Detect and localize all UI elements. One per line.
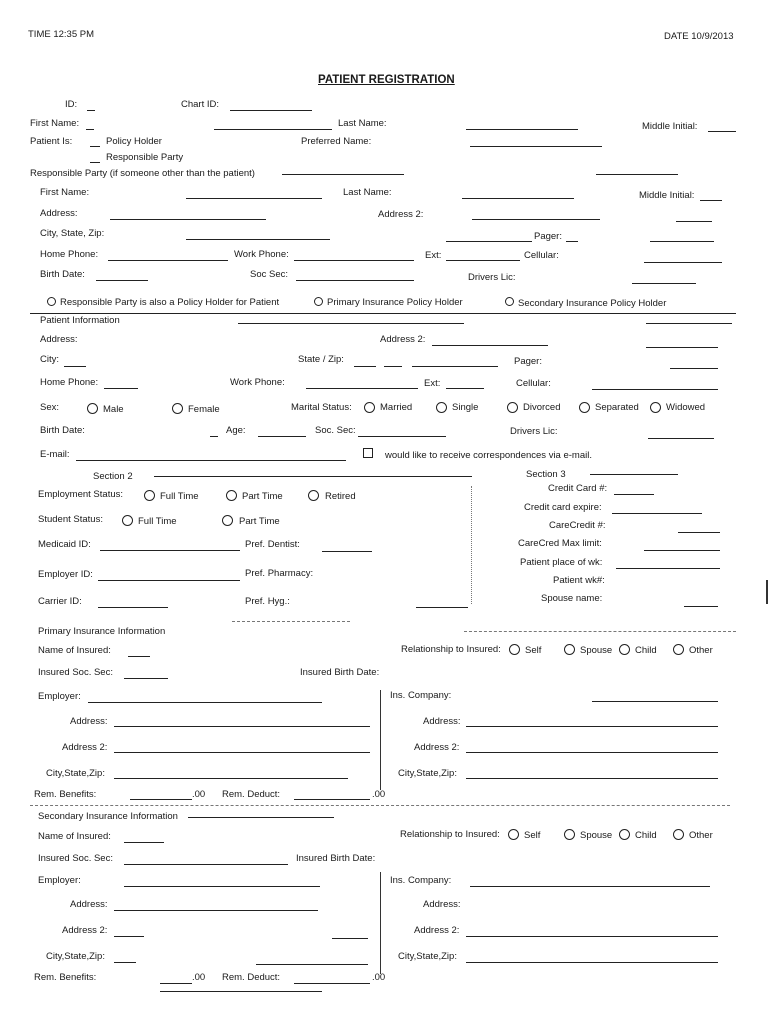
secondary-employer-city-label: City,State,Zip: xyxy=(46,951,105,962)
resp-city-state-zip-field[interactable] xyxy=(186,239,330,240)
resp-pager-field[interactable] xyxy=(566,241,578,242)
primary-child-radio[interactable] xyxy=(619,644,630,655)
patient-work-phone-field[interactable] xyxy=(306,388,418,389)
secondary-ins-city-field[interactable] xyxy=(466,962,718,963)
secondary-rem-deduct-field[interactable] xyxy=(294,983,370,984)
primary-policy-holder-radio[interactable] xyxy=(314,297,323,306)
responsible-party-label: Responsible Party xyxy=(106,152,184,163)
secondary-ins-company-field[interactable] xyxy=(470,886,710,887)
secondary-employer-field[interactable] xyxy=(124,886,320,887)
section3-heading: Section 3 xyxy=(526,469,566,480)
resp-birth-date-field[interactable] xyxy=(96,280,148,281)
primary-employer-city-label: City,State,Zip: xyxy=(46,768,105,779)
email-opt-in-checkbox[interactable] xyxy=(363,448,373,458)
time-stamp: TIME 12:35 PM xyxy=(28,29,94,40)
place-of-wk-label: Patient place of wk: xyxy=(520,557,603,568)
patient-is-label: Patient Is: xyxy=(30,136,73,147)
secondary-employer-city-field-2[interactable] xyxy=(256,964,368,965)
last-name-label: Last Name: xyxy=(338,118,387,129)
widowed-option: Widowed xyxy=(666,402,706,413)
first-name-field[interactable] xyxy=(86,129,94,130)
patient-home-phone-field[interactable] xyxy=(104,388,138,389)
secondary-ins-address2-field[interactable] xyxy=(466,936,718,937)
female-radio[interactable] xyxy=(172,403,183,414)
secondary-child-option: Child xyxy=(635,830,657,841)
resp-last-name-label: Last Name: xyxy=(343,187,392,198)
secondary-spouse-radio[interactable] xyxy=(564,829,575,840)
pref-dentist-label: Pref. Dentist: xyxy=(245,539,300,550)
patient-drivers-lic-label: Drivers Lic: xyxy=(510,426,558,437)
male-radio[interactable] xyxy=(87,403,98,414)
primary-ins-address2-field[interactable] xyxy=(466,752,718,753)
secondary-employer-address-field[interactable] xyxy=(114,910,318,911)
patient-soc-sec-label: Soc. Sec: xyxy=(315,425,356,436)
column-divider xyxy=(380,690,381,790)
employer-id-label: Employer ID: xyxy=(38,569,93,580)
primary-spouse-option: Spouse xyxy=(580,645,613,656)
patient-ext-label: Ext: xyxy=(424,378,441,389)
resp-first-name-label: First Name: xyxy=(40,187,90,198)
secondary-name-field[interactable] xyxy=(124,842,164,843)
secondary-rem-deduct-label: Rem. Deduct: xyxy=(222,972,281,983)
primary-ins-address2-label: Address 2: xyxy=(414,742,460,753)
secondary-relationship-label: Relationship to Insured: xyxy=(400,829,500,840)
female-option: Female xyxy=(188,404,220,415)
place-of-wk-field[interactable] xyxy=(616,568,720,569)
patient-state-zip-label: State / Zip: xyxy=(298,354,344,365)
patient-address2-label: Address 2: xyxy=(380,334,426,345)
secondary-employer-address-label: Address: xyxy=(70,899,108,910)
primary-employer-address-label: Address: xyxy=(70,716,108,727)
primary-employer-address-field[interactable] xyxy=(114,726,370,727)
patient-work-phone-label: Work Phone: xyxy=(230,377,285,388)
secondary-ins-company-label: Ins. Company: xyxy=(390,875,452,886)
divider xyxy=(282,174,404,175)
resp-cellular-field[interactable] xyxy=(644,262,722,263)
last-name-field[interactable] xyxy=(466,129,578,130)
primary-ins-city-field[interactable] xyxy=(466,778,718,779)
resp-address2-field[interactable] xyxy=(472,219,600,220)
carrier-id-label: Carrier ID: xyxy=(38,596,82,607)
secondary-policy-holder-radio[interactable] xyxy=(505,297,514,306)
patient-address2-field[interactable] xyxy=(432,345,548,346)
primary-self-option: Self xyxy=(525,645,542,656)
secondary-soc-sec-label: Insured Soc. Sec: xyxy=(38,853,113,864)
primary-ins-company-label: Ins. Company: xyxy=(390,690,452,701)
resp-drivers-lic-label: Drivers Lic: xyxy=(468,272,516,283)
secondary-employer-city-field[interactable] xyxy=(114,962,136,963)
email-field[interactable] xyxy=(76,460,346,461)
patient-city-label: City: xyxy=(40,354,59,365)
divider xyxy=(160,991,322,992)
resp-middle-initial-field[interactable] xyxy=(700,200,722,201)
employer-id-field[interactable] xyxy=(98,580,240,581)
primary-rem-deduct-field[interactable] xyxy=(294,799,370,800)
age-field[interactable] xyxy=(258,436,306,437)
secondary-self-radio[interactable] xyxy=(508,829,519,840)
divider xyxy=(590,474,678,475)
patient-city-field[interactable] xyxy=(64,366,86,367)
divider xyxy=(646,323,732,324)
secondary-spouse-option: Spouse xyxy=(580,830,613,841)
primary-soc-sec-label: Insured Soc. Sec: xyxy=(38,667,113,678)
resp-drivers-lic-field[interactable] xyxy=(632,283,696,284)
resp-ext-label: Ext: xyxy=(425,250,442,261)
primary-child-option: Child xyxy=(635,645,657,656)
primary-employer-address2-field[interactable] xyxy=(114,752,370,753)
resp-work-phone-field[interactable] xyxy=(294,260,414,261)
resp-home-phone-label: Home Phone: xyxy=(40,249,99,260)
date-stamp: DATE 10/9/2013 xyxy=(664,31,734,42)
email-label: E-mail: xyxy=(40,449,70,460)
resp-first-name-field[interactable] xyxy=(186,198,322,199)
secondary-rem-benefits-field[interactable] xyxy=(160,983,192,984)
resp-cellular-label: Cellular: xyxy=(524,250,559,261)
separated-radio[interactable] xyxy=(579,402,590,413)
resp-city-state-zip-label: City, State, Zip: xyxy=(40,228,105,239)
divider xyxy=(30,805,730,806)
divorced-option: Divorced xyxy=(523,402,561,413)
resp-policy-holder-option: Responsible Party is also a Policy Holder for Patient xyxy=(60,297,280,308)
primary-employer-label: Employer: xyxy=(38,691,81,702)
divider xyxy=(232,621,350,622)
employment-full-time-option: Full Time xyxy=(160,491,199,502)
credit-card-label: Credit Card #: xyxy=(548,483,608,494)
primary-rem-deduct-label: Rem. Deduct: xyxy=(222,789,281,800)
patient-birth-date-field[interactable] xyxy=(210,436,218,437)
carecredit-field[interactable] xyxy=(678,532,720,533)
secondary-ins-city-label: City,State,Zip: xyxy=(398,951,457,962)
secondary-birth-date-label: Insured Birth Date: xyxy=(296,853,376,864)
patient-cellular-label: Cellular: xyxy=(516,378,551,389)
primary-rem-benefits-cents: .00 xyxy=(192,789,206,800)
patient-pager-field[interactable] xyxy=(670,368,718,369)
divider xyxy=(238,323,464,324)
first-name-label: First Name: xyxy=(30,118,80,129)
primary-relationship-label: Relationship to Insured: xyxy=(401,644,501,655)
cc-expire-field[interactable] xyxy=(612,513,702,514)
primary-other-radio[interactable] xyxy=(673,644,684,655)
employment-full-time-radio[interactable] xyxy=(144,490,155,501)
preferred-name-field[interactable] xyxy=(470,146,602,147)
middle-initial-field[interactable] xyxy=(708,131,736,132)
secondary-employer-label: Employer: xyxy=(38,875,81,886)
resp-address2-label: Address 2: xyxy=(378,209,424,220)
marital-status-label: Marital Status: xyxy=(291,402,352,413)
patient-cellular-field[interactable] xyxy=(592,389,718,390)
patient-pager-label: Pager: xyxy=(514,356,542,367)
student-part-time-option: Part Time xyxy=(239,516,280,527)
secondary-name-label: Name of Insured: xyxy=(38,831,111,842)
policy-holder-check[interactable] xyxy=(90,146,100,147)
secondary-other-radio[interactable] xyxy=(673,829,684,840)
resp-address-field[interactable] xyxy=(110,219,266,220)
divider xyxy=(464,631,736,632)
divorced-radio[interactable] xyxy=(507,402,518,413)
single-radio[interactable] xyxy=(436,402,447,413)
resp-middle-initial-label: Middle Initial: xyxy=(639,190,695,201)
patient-soc-sec-field[interactable] xyxy=(358,436,446,437)
employment-part-time-radio[interactable] xyxy=(226,490,237,501)
medicaid-id-label: Medicaid ID: xyxy=(38,539,91,550)
secondary-heading: Secondary Insurance Information xyxy=(38,811,178,822)
secondary-self-option: Self xyxy=(524,830,541,841)
patient-drivers-lic-field[interactable] xyxy=(648,438,714,439)
patient-zip-field[interactable] xyxy=(412,366,498,367)
primary-name-field[interactable] xyxy=(128,656,150,657)
secondary-ins-address-label: Address: xyxy=(423,899,461,910)
student-part-time-radio[interactable] xyxy=(222,515,233,526)
patient-state-field-2[interactable] xyxy=(384,366,402,367)
resp-pager-field-2[interactable] xyxy=(650,241,714,242)
cc-expire-label: Credit card expire: xyxy=(524,502,602,513)
id-field[interactable] xyxy=(87,110,95,111)
chart-id-field[interactable] xyxy=(230,110,312,111)
married-option: Married xyxy=(380,402,413,413)
primary-ins-company-field[interactable] xyxy=(592,701,718,702)
secondary-other-option: Other xyxy=(689,830,713,841)
pref-hyg-label: Pref. Hyg.: xyxy=(245,596,290,607)
secondary-rem-benefits-cents: .00 xyxy=(192,972,206,983)
primary-policy-holder-option: Primary Insurance Policy Holder xyxy=(327,297,463,308)
age-label: Age: xyxy=(226,425,246,436)
primary-name-label: Name of Insured: xyxy=(38,645,111,656)
carecred-max-label: CareCred Max limit: xyxy=(518,538,602,549)
resp-last-name-field[interactable] xyxy=(462,198,574,199)
resp-policy-holder-radio[interactable] xyxy=(47,297,56,306)
primary-ins-city-label: City,State,Zip: xyxy=(398,768,457,779)
secondary-policy-holder-option: Secondary Insurance Policy Holder xyxy=(518,298,667,309)
medicaid-id-field[interactable] xyxy=(100,550,240,551)
patient-birth-date-label: Birth Date: xyxy=(40,425,85,436)
responsible-heading: Responsible Party (if someone other than the patient) xyxy=(30,168,255,179)
student-full-time-option: Full Time xyxy=(138,516,177,527)
primary-spouse-radio[interactable] xyxy=(564,644,575,655)
primary-employer-field[interactable] xyxy=(88,702,322,703)
email-opt-in-label: would like to receive correspondences via e-mail. xyxy=(385,450,592,461)
resp-home-phone-field[interactable] xyxy=(108,260,228,261)
patient-wk-label: Patient wk#: xyxy=(553,575,605,586)
divider xyxy=(596,174,678,175)
employment-retired-option: Retired xyxy=(325,491,356,502)
employment-part-time-option: Part Time xyxy=(242,491,283,502)
policy-holder-label: Policy Holder xyxy=(106,136,162,147)
primary-employer-city-field[interactable] xyxy=(114,778,348,779)
secondary-employer-address2-field[interactable] xyxy=(114,936,144,937)
divider xyxy=(30,313,736,314)
separated-option: Separated xyxy=(595,402,639,413)
responsible-party-check[interactable] xyxy=(90,162,100,163)
patient-address-label: Address: xyxy=(40,334,78,345)
male-option: Male xyxy=(103,404,124,415)
resp-soc-sec-field[interactable] xyxy=(296,280,414,281)
column-divider xyxy=(380,872,381,974)
primary-rem-deduct-cents: .00 xyxy=(372,789,386,800)
spouse-name-field[interactable] xyxy=(684,606,718,607)
primary-ins-address-field[interactable] xyxy=(466,726,718,727)
chart-id-label: Chart ID: xyxy=(181,99,220,110)
pref-hyg-field[interactable] xyxy=(416,607,468,608)
primary-soc-sec-field[interactable] xyxy=(124,678,168,679)
secondary-ins-address2-label: Address 2: xyxy=(414,925,460,936)
preferred-name-label: Preferred Name: xyxy=(301,136,372,147)
divider xyxy=(188,817,334,818)
student-status-label: Student Status: xyxy=(38,514,103,525)
resp-birth-date-label: Birth Date: xyxy=(40,269,85,280)
secondary-soc-sec-field[interactable] xyxy=(124,864,288,865)
resp-work-phone-label: Work Phone: xyxy=(234,249,289,260)
carecredit-label: CareCredit #: xyxy=(549,520,606,531)
primary-rem-benefits-field[interactable] xyxy=(130,799,192,800)
page-edge-mark xyxy=(766,580,768,604)
resp-soc-sec-label: Soc Sec: xyxy=(250,269,289,280)
first-name-field-2[interactable] xyxy=(214,129,332,130)
primary-birth-date-label: Insured Birth Date: xyxy=(300,667,380,678)
secondary-employer-address2-label: Address 2: xyxy=(62,925,108,936)
patient-heading: Patient Information xyxy=(40,315,120,326)
primary-ins-address-label: Address: xyxy=(423,716,461,727)
id-label: ID: xyxy=(65,99,78,110)
credit-card-field[interactable] xyxy=(614,494,654,495)
widowed-radio[interactable] xyxy=(650,402,661,413)
employment-status-label: Employment Status: xyxy=(38,489,124,500)
secondary-child-radio[interactable] xyxy=(619,829,630,840)
primary-self-radio[interactable] xyxy=(509,644,520,655)
primary-rem-benefits-label: Rem. Benefits: xyxy=(34,789,97,800)
resp-address2-field-2[interactable] xyxy=(676,221,712,222)
carrier-id-field[interactable] xyxy=(98,607,168,608)
middle-initial-label: Middle Initial: xyxy=(642,121,698,132)
page-title: PATIENT REGISTRATION xyxy=(318,74,455,86)
resp-city-state-zip-field-2[interactable] xyxy=(446,241,532,242)
pref-dentist-field[interactable] xyxy=(322,551,372,552)
resp-ext-field[interactable] xyxy=(446,260,520,261)
column-divider xyxy=(471,486,472,604)
sex-label: Sex: xyxy=(40,402,60,413)
single-option: Single xyxy=(452,402,479,413)
patient-state-field[interactable] xyxy=(354,366,376,367)
resp-pager-label: Pager: xyxy=(534,231,562,242)
married-radio[interactable] xyxy=(364,402,375,413)
spouse-name-label: Spouse name: xyxy=(541,593,603,604)
pref-pharmacy-label: Pref. Pharmacy: xyxy=(245,568,314,579)
section2-heading: Section 2 xyxy=(93,471,133,482)
secondary-employer-address2-field-2[interactable] xyxy=(332,938,368,939)
secondary-rem-deduct-cents: .00 xyxy=(372,972,386,983)
resp-address-label: Address: xyxy=(40,208,78,219)
divider xyxy=(154,476,472,477)
primary-heading: Primary Insurance Information xyxy=(38,626,166,637)
primary-other-option: Other xyxy=(689,645,713,656)
patient-home-phone-label: Home Phone: xyxy=(40,377,99,388)
carecred-max-field[interactable] xyxy=(644,550,720,551)
patient-address2-field-2[interactable] xyxy=(646,347,718,348)
secondary-rem-benefits-label: Rem. Benefits: xyxy=(34,972,97,983)
patient-ext-field[interactable] xyxy=(446,388,484,389)
employment-retired-radio[interactable] xyxy=(308,490,319,501)
primary-employer-address2-label: Address 2: xyxy=(62,742,108,753)
student-full-time-radio[interactable] xyxy=(122,515,133,526)
